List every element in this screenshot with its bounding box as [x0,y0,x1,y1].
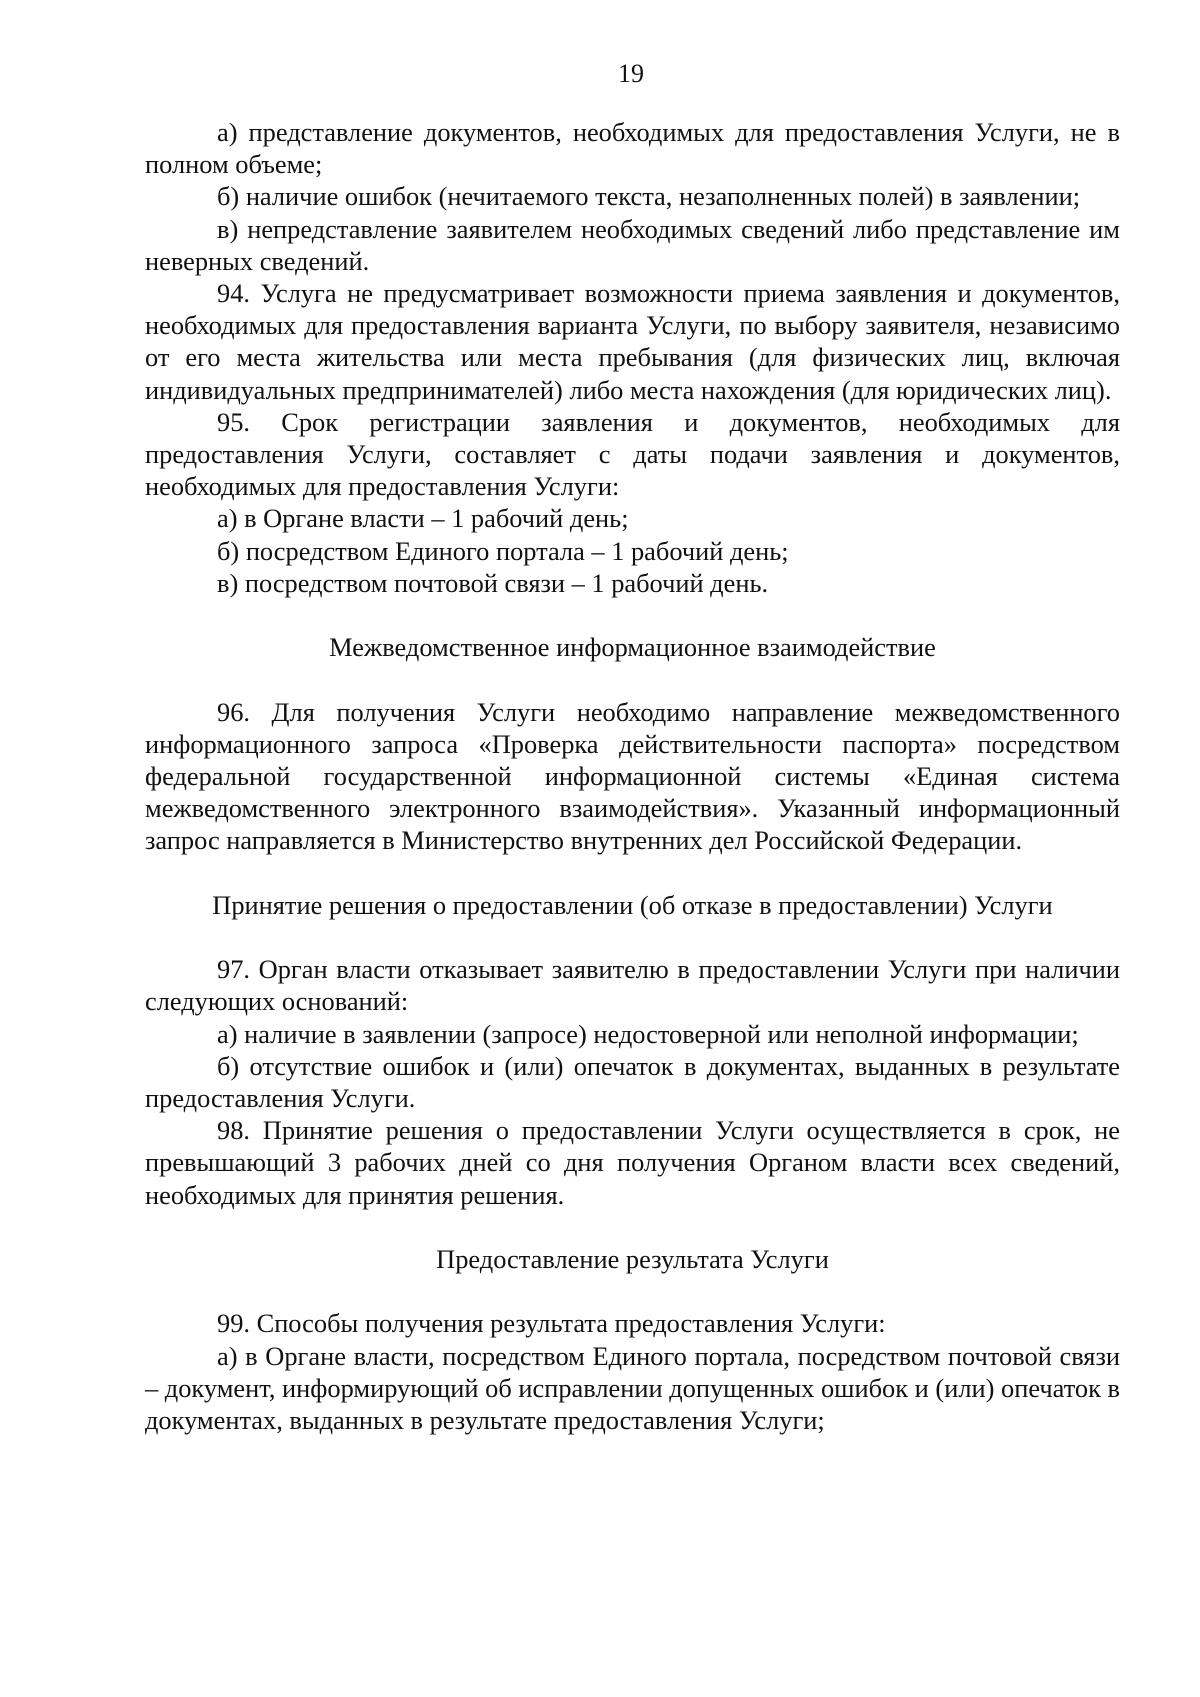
paragraph-item-c-missing-information: в) непредставление заявителем необходимых сведений либо представление им неверных сведений. [145,213,1120,276]
section-heading-result: Предоставление результата Услуги [436,1244,829,1275]
spacer [145,599,1120,631]
paragraph-98: 98. Принятие решения о предоставлении Услуги осуществляется в срок, не превышающий 3 рабочих дней со дня получения Органом власти всех сведений, необходимых для принятия решения. [145,1115,1120,1210]
paragraph-99-item-a: а) в Органе власти, посредством Единого портала, посредством почтовой связи – документ, информирующий об исправлении допущенных ошибок и (или) опечаток в документах, выданных в результате предоставления Услуги; [145,1340,1120,1436]
paragraph-item-a-incomplete-documents: а) представление документов, необходимых для предоставления Услуги, не в полном объеме; [145,117,1120,180]
paragraph-99: 99. Способы получения результата предоставления Услуги: [217,1308,886,1339]
paragraph-97-item-a: а) наличие в заявлении (запросе) недостоверной или неполной информации; [217,1018,1079,1049]
paragraph-item-b-errors-in-application: б) наличие ошибок (нечитаемого текста, незаполненных полей) в заявлении; [217,181,1081,212]
paragraph-95-item-a: а) в Органе власти – 1 рабочий день; [217,503,629,534]
spacer [145,663,1120,695]
spacer [145,857,1120,889]
spacer [145,1275,1120,1307]
spacer [145,921,1120,953]
document-body [145,116,1120,1436]
page-number: 19 [618,59,644,88]
paragraph-97: 97. Орган власти отказывает заявителю в предоставлении Услуги при наличии следующих оснований: [145,954,1120,1017]
paragraph-97-item-b: б) отсутствие ошибок и (или) опечаток в документах, выданных в результате предоставления Услуги. [145,1050,1120,1114]
paragraph-95-item-c: в) посредством почтовой связи – 1 рабочий день. [217,567,769,598]
paragraph-94: 94. Услуга не предусматривает возможности приема заявления и документов, необходимых для предоставления варианта Услуги, по выбору заявителя, независимо от его места жительства или места пребывания (для физических лиц, включая индивидуальных предпринимателей) либо места нахождения (для юридических лиц). [145,278,1120,405]
section-heading-decision: Принятие решения о предоставлении (об отказе в предоставлении) Услуги [212,889,1053,920]
spacer [145,1211,1120,1243]
section-heading-interagency: Межведомственное информационное взаимодействие [329,632,936,663]
paragraph-95-item-b: б) посредством Единого портала – 1 рабочий день; [217,535,789,566]
paragraph-95: 95. Срок регистрации заявления и документов, необходимых для предоставления Услуги, составляет с даты подачи заявления и документов, необходимых для предоставления Услуги: [145,406,1120,502]
paragraph-96: 96. Для получения Услуги необходимо направление межведомственного информационного запроса «Проверка действительности паспорта» посредством федеральной государственной информационной системы «Единая система межведомственного электронного взаимодействия». Указанный информационный запрос направляется в Министерство внутренних дел Российской Федерации. [145,696,1120,856]
